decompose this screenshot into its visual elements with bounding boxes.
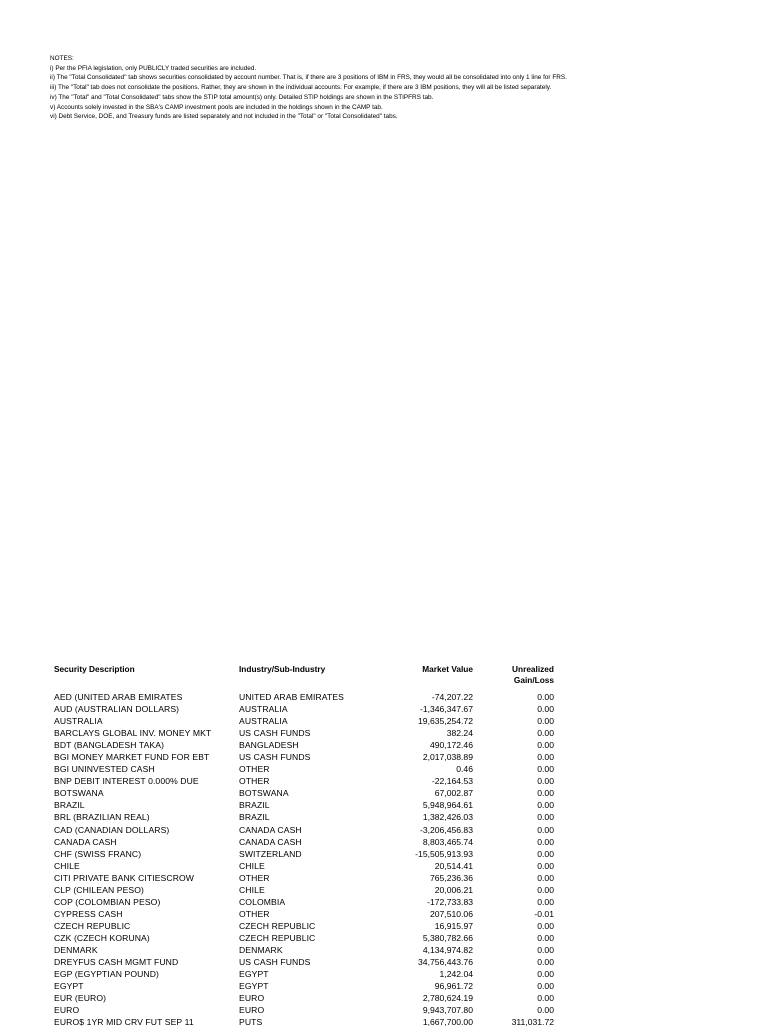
table-row — [54, 1004, 574, 1016]
cell-industry: EURO — [239, 993, 265, 1004]
cell-security-description: CZK (CZECH KORUNA) — [54, 932, 150, 943]
cell-unrealized-gain-loss: 0.00 — [537, 788, 554, 799]
table-row — [54, 944, 574, 956]
cell-unrealized-gain-loss: 0.00 — [537, 848, 554, 859]
cell-market-value: 16,915.97 — [434, 920, 473, 931]
cell-industry: CZECH REPUBLIC — [239, 932, 316, 943]
table-row — [54, 860, 574, 872]
cell-industry: OTHER — [239, 908, 270, 919]
cell-market-value: 2,017,038.89 — [422, 752, 473, 763]
header-industry: Industry/Sub-Industry — [239, 664, 326, 674]
cell-market-value: 67,002.87 — [434, 788, 473, 799]
table-row — [54, 836, 574, 848]
holdings-table — [54, 664, 574, 1028]
cell-security-description: CANADA CASH — [54, 836, 117, 847]
cell-market-value: 2,780,624.19 — [422, 993, 473, 1004]
cell-security-description: EGYPT — [54, 981, 84, 992]
cell-industry: OTHER — [239, 776, 270, 787]
cell-unrealized-gain-loss: 0.00 — [537, 692, 554, 702]
cell-unrealized-gain-loss: 0.00 — [537, 764, 554, 775]
cell-unrealized-gain-loss: 0.00 — [537, 872, 554, 883]
cell-industry: CANADA CASH — [239, 824, 302, 835]
cell-industry: PUTS — [239, 1017, 263, 1028]
cell-market-value: 4,134,974.82 — [422, 944, 473, 955]
table-row — [54, 715, 574, 727]
note-item: v) Accounts solely invested in the SBA's CAMP investment pools are included in the holdings shown in the CAMP tab. — [50, 103, 383, 111]
cell-security-description: CHF (SWISS FRANC) — [54, 848, 142, 859]
cell-unrealized-gain-loss: 0.00 — [537, 932, 554, 943]
cell-security-description: AUD (AUSTRALIAN DOLLARS) — [54, 704, 180, 715]
cell-security-description: DENMARK — [54, 944, 98, 955]
header-market-value: Market Value — [422, 664, 473, 674]
note-item: ii) The "Total Consolidated" tab shows securities consolidated by account number. That is, if there are 3 positions of IBM in FRS, they would all be consolidated into only 1 line for FRS. — [50, 74, 567, 82]
table-row — [54, 908, 574, 920]
cell-unrealized-gain-loss: 0.00 — [537, 800, 554, 811]
cell-market-value: 34,756,443.76 — [418, 957, 473, 968]
table-row — [54, 799, 574, 811]
cell-unrealized-gain-loss: 0.00 — [537, 981, 554, 992]
cell-industry: SWITZERLAND — [239, 848, 302, 859]
cell-market-value: 5,948,964.61 — [422, 800, 473, 811]
cell-security-description: CLP (CHILEAN PESO) — [54, 884, 144, 895]
cell-industry: DENMARK — [239, 944, 283, 955]
cell-market-value: 207,510.06 — [429, 908, 473, 919]
cell-market-value: 0.46 — [456, 764, 473, 775]
cell-unrealized-gain-loss: 0.00 — [537, 969, 554, 980]
cell-unrealized-gain-loss: 0.00 — [537, 896, 554, 907]
cell-security-description: CYPRESS CASH — [54, 908, 123, 919]
notes-section — [50, 54, 750, 122]
cell-unrealized-gain-loss: 0.00 — [537, 836, 554, 847]
cell-unrealized-gain-loss: 311,031.72 — [511, 1017, 554, 1028]
cell-security-description: DREYFUS CASH MGMT FUND — [54, 957, 179, 968]
cell-security-description: BOTSWANA — [54, 788, 104, 799]
note-item: i) Per the PFIA legislation, only PUBLICLY traded securities are included. — [50, 64, 257, 72]
table-row — [54, 811, 574, 823]
cell-security-description: CITI PRIVATE BANK CITIESCROW — [54, 872, 194, 883]
cell-unrealized-gain-loss: 0.00 — [537, 704, 554, 715]
cell-industry: BANGLADESH — [239, 740, 299, 751]
cell-market-value: 1,242.04 — [439, 969, 473, 980]
table-row — [54, 932, 574, 944]
table-row — [54, 896, 574, 908]
cell-industry: CANADA CASH — [239, 836, 302, 847]
cell-unrealized-gain-loss: 0.00 — [537, 944, 554, 955]
cell-market-value: 765,236.36 — [429, 872, 473, 883]
cell-industry: US CASH FUNDS — [239, 957, 311, 968]
cell-market-value: 20,514.41 — [434, 860, 473, 871]
cell-industry: COLOMBIA — [239, 896, 286, 907]
table-row — [54, 884, 574, 896]
cell-security-description: EUR (EURO) — [54, 993, 107, 1004]
table-row — [54, 968, 574, 980]
cell-industry: CHILE — [239, 884, 265, 895]
cell-security-description: CZECH REPUBLIC — [54, 920, 131, 931]
cell-market-value: 8,803,465.74 — [422, 836, 473, 847]
table-row — [54, 775, 574, 787]
cell-security-description: EURO$ 1YR MID CRV FUT SEP 11 — [54, 1017, 194, 1028]
cell-security-description: EGP (EGYPTIAN POUND) — [54, 969, 159, 980]
table-row — [54, 727, 574, 739]
cell-industry: CZECH REPUBLIC — [239, 920, 316, 931]
cell-unrealized-gain-loss: 0.00 — [537, 824, 554, 835]
cell-security-description: COP (COLOMBIAN PESO) — [54, 896, 161, 907]
table-row — [54, 872, 574, 884]
cell-market-value: 490,172.46 — [429, 740, 473, 751]
cell-industry: EURO — [239, 1005, 265, 1016]
cell-industry: EGYPT — [239, 969, 269, 980]
cell-market-value: -15,505,913.93 — [415, 848, 473, 859]
note-item: vi) Debt Service, DOE, and Treasury funds are listed separately and not included in the "Total" or "Total Consolidated" tabs. — [50, 113, 398, 121]
header-gain-loss-line2: Gain/Loss — [513, 675, 554, 685]
cell-market-value: 1,382,426.03 — [422, 812, 473, 823]
table-body — [54, 691, 574, 1028]
cell-unrealized-gain-loss: 0.00 — [537, 716, 554, 727]
cell-market-value: 20,006.21 — [434, 884, 473, 895]
note-item: iii) The "Total" tab does not consolidate the positions. Rather, they are shown in the individual accounts. For example, if there are 3 IBM positions, they will all be listed separately. — [50, 84, 552, 92]
table-row — [54, 703, 574, 715]
cell-security-description: BARCLAYS GLOBAL INV. MONEY MKT — [54, 728, 212, 739]
cell-security-description: BDT (BANGLADESH TAKA) — [54, 740, 165, 751]
table-row — [54, 980, 574, 992]
cell-unrealized-gain-loss: 0.00 — [537, 740, 554, 751]
cell-unrealized-gain-loss: -0.01 — [534, 908, 554, 919]
header-security-description: Security Description — [54, 664, 135, 674]
cell-security-description: BNP DEBIT INTEREST 0.000% DUE — [54, 776, 199, 787]
cell-industry: US CASH FUNDS — [239, 752, 311, 763]
cell-market-value: -172,733.83 — [427, 896, 473, 907]
cell-unrealized-gain-loss: 0.00 — [537, 957, 554, 968]
table-row — [54, 739, 574, 751]
cell-security-description: AED (UNITED ARAB EMIRATES — [54, 692, 183, 702]
note-item: iv) The "Total" and "Total Consolidated" tabs show the STIP total amount(s) only. Detailed STIP holdings are shown in the STIPFRS tab. — [50, 93, 434, 101]
cell-unrealized-gain-loss: 0.00 — [537, 993, 554, 1004]
table-row — [54, 1016, 574, 1028]
table-header — [54, 664, 574, 688]
cell-security-description: BGI MONEY MARKET FUND FOR EBT — [54, 752, 210, 763]
table-row — [54, 763, 574, 775]
table-row — [54, 787, 574, 799]
cell-industry: UNITED ARAB EMIRATES — [239, 692, 344, 702]
cell-industry: OTHER — [239, 872, 270, 883]
header-gain-loss-line1: Unrealized — [512, 664, 554, 674]
cell-market-value: 382.24 — [446, 728, 473, 739]
cell-unrealized-gain-loss: 0.00 — [537, 860, 554, 871]
cell-market-value: -1,346,347.67 — [419, 704, 473, 715]
header-unrealized-gain-loss — [484, 664, 554, 686]
cell-market-value: 9,943,707.80 — [422, 1005, 473, 1016]
table-row — [54, 824, 574, 836]
cell-industry: CHILE — [239, 860, 265, 871]
notes-heading: NOTES: — [50, 55, 74, 62]
table-row — [54, 691, 574, 703]
table-row — [54, 848, 574, 860]
table-row — [54, 956, 574, 968]
table-row — [54, 992, 574, 1004]
cell-unrealized-gain-loss: 0.00 — [537, 1005, 554, 1016]
cell-security-description: CHILE — [54, 860, 80, 871]
cell-industry: BRAZIL — [239, 800, 270, 811]
cell-industry: US CASH FUNDS — [239, 728, 311, 739]
cell-market-value: 19,635,254.72 — [418, 716, 473, 727]
cell-unrealized-gain-loss: 0.00 — [537, 752, 554, 763]
cell-security-description: BGI UNINVESTED CASH — [54, 764, 155, 775]
cell-industry: EGYPT — [239, 981, 269, 992]
cell-security-description: BRL (BRAZILIAN REAL) — [54, 812, 150, 823]
cell-unrealized-gain-loss: 0.00 — [537, 776, 554, 787]
cell-industry: AUSTRALIA — [239, 704, 288, 715]
cell-market-value: -3,206,456.83 — [419, 824, 473, 835]
cell-market-value: -74,207.22 — [431, 692, 473, 702]
cell-unrealized-gain-loss: 0.00 — [537, 884, 554, 895]
cell-market-value: 5,380,782.66 — [422, 932, 473, 943]
table-row — [54, 920, 574, 932]
cell-security-description: AUSTRALIA — [54, 716, 103, 727]
cell-market-value: 96,961.72 — [434, 981, 473, 992]
cell-unrealized-gain-loss: 0.00 — [537, 920, 554, 931]
cell-market-value: -22,164.53 — [431, 776, 473, 787]
cell-industry: BOTSWANA — [239, 788, 289, 799]
cell-industry: AUSTRALIA — [239, 716, 288, 727]
cell-industry: OTHER — [239, 764, 270, 775]
table-row — [54, 751, 574, 763]
cell-industry: BRAZIL — [239, 812, 270, 823]
cell-unrealized-gain-loss: 0.00 — [537, 728, 554, 739]
cell-market-value: 1,667,700.00 — [422, 1017, 473, 1028]
cell-security-description: BRAZIL — [54, 800, 85, 811]
cell-unrealized-gain-loss: 0.00 — [537, 812, 554, 823]
cell-security-description: EURO — [54, 1005, 80, 1016]
cell-security-description: CAD (CANADIAN DOLLARS) — [54, 824, 170, 835]
